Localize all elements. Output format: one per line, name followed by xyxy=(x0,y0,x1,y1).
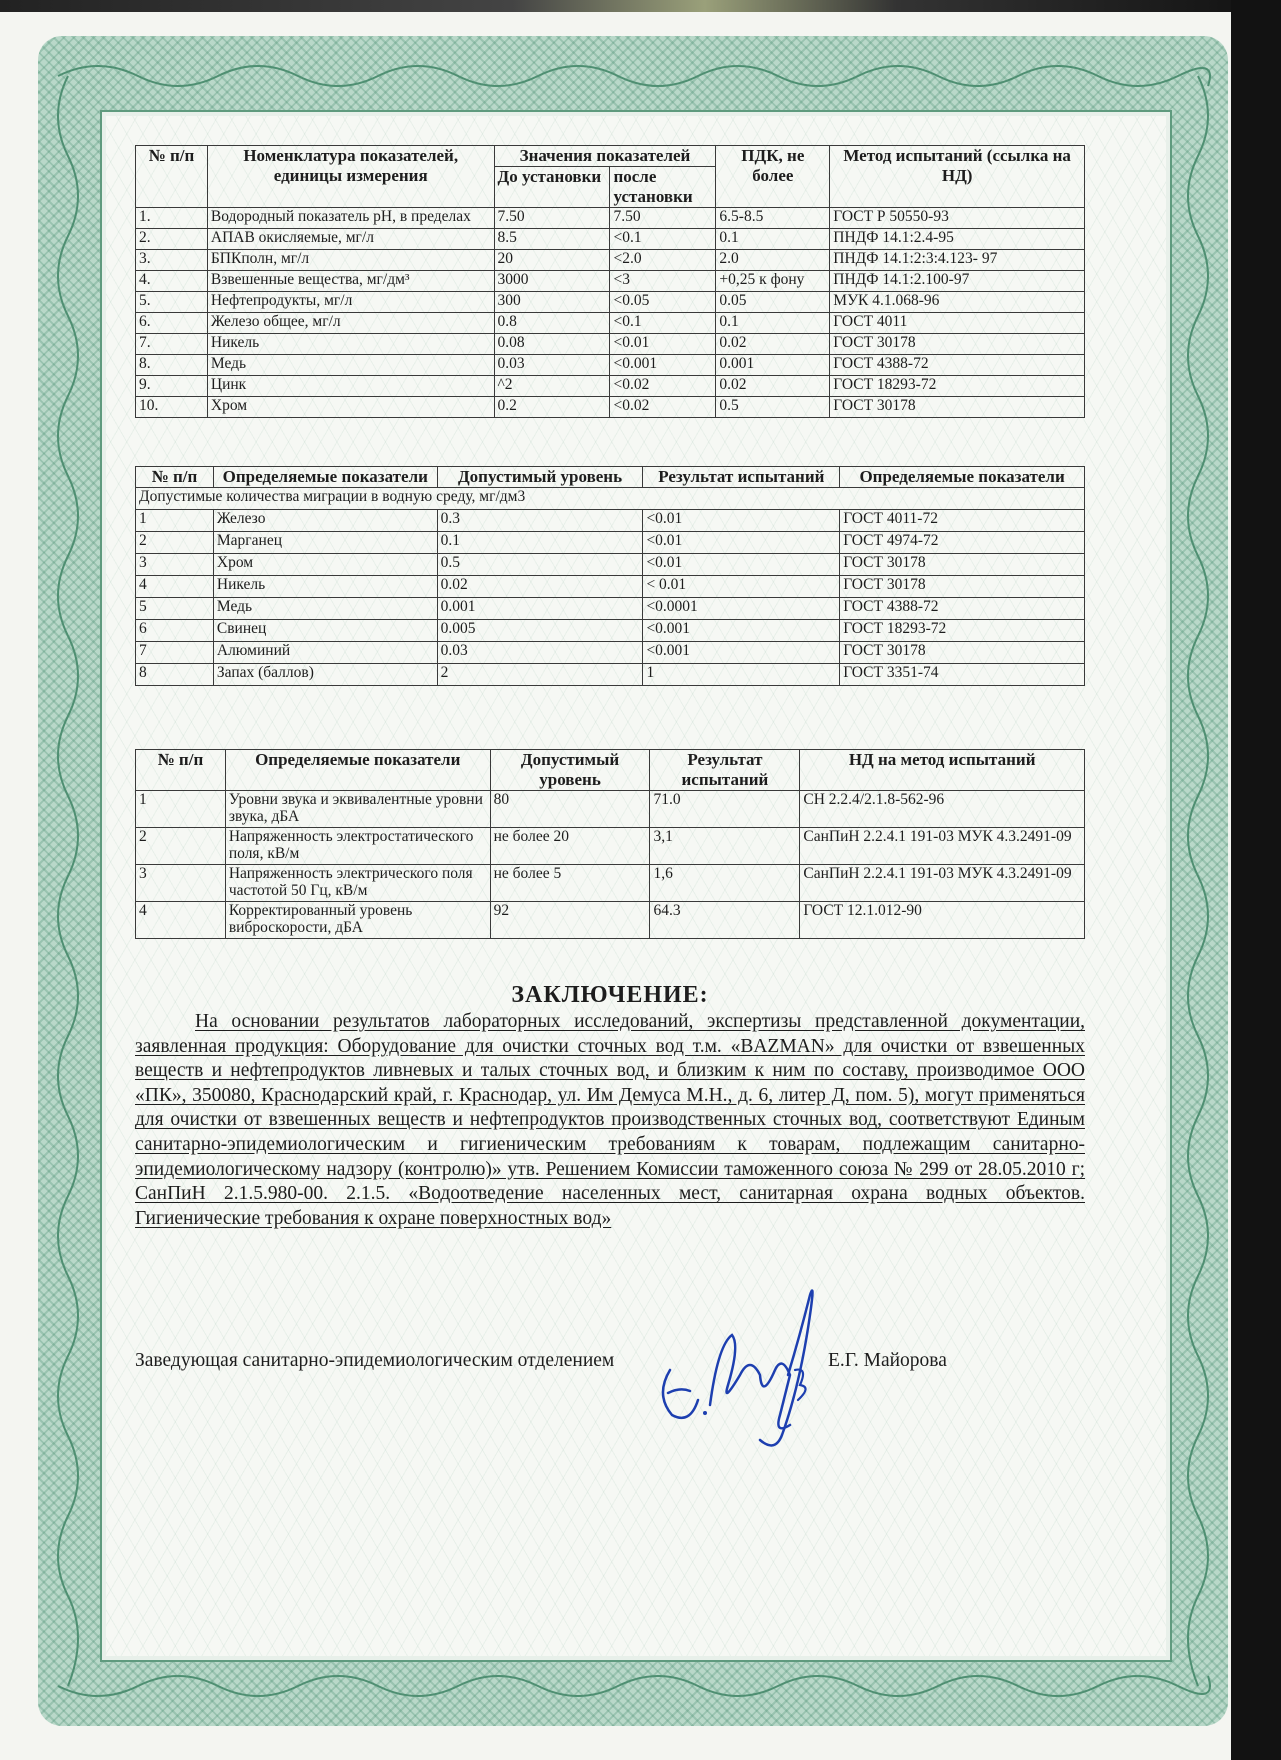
col-header-name: Номенклатура показателей, единицы измерения xyxy=(207,146,494,208)
cell-n: 1. xyxy=(136,208,208,229)
cell-pdk: 0.001 xyxy=(716,355,830,376)
cell-method: ГОСТ 30178 xyxy=(840,576,1085,598)
cell-level: 0.02 xyxy=(437,576,643,598)
signer-position: Заведующая санитарно-эпидемиологическим отделением xyxy=(135,1350,615,1371)
migration-row xyxy=(136,598,1085,620)
cell-n: 3 xyxy=(136,554,214,576)
indicator-row xyxy=(136,250,1085,271)
migration-row xyxy=(136,664,1085,686)
cell-method: СН 2.2.4/2.1.8-562-96 xyxy=(800,791,1085,828)
cell-level: не более 5 xyxy=(490,865,650,902)
indicator-row xyxy=(136,355,1085,376)
cell-name: Медь xyxy=(207,355,494,376)
cell-name: Взвешенные вещества, мг/дм³ xyxy=(207,271,494,292)
indicators-table xyxy=(135,145,1085,418)
cell-result: <0.001 xyxy=(643,620,840,642)
cell-method: ГОСТ 30178 xyxy=(830,397,1085,418)
cell-before: 20 xyxy=(494,250,610,271)
cell-method: ГОСТ 3351-74 xyxy=(840,664,1085,686)
cell-method: ГОСТ 4011-72 xyxy=(840,510,1085,532)
cell-pdk: 2.0 xyxy=(716,250,830,271)
cell-name: Железо общее, мг/л xyxy=(207,313,494,334)
indicator-row xyxy=(136,376,1085,397)
cell-after: 7.50 xyxy=(610,208,716,229)
migration-row xyxy=(136,554,1085,576)
cell-before: 8.5 xyxy=(494,229,610,250)
cell-level: 92 xyxy=(490,902,650,939)
migration-row xyxy=(136,510,1085,532)
col-header-level: Допустимый уровень xyxy=(437,467,643,488)
cell-before: 0.03 xyxy=(494,355,610,376)
cell-after: <0.02 xyxy=(610,397,716,418)
scan-top-edge xyxy=(0,0,1281,12)
cell-name: Запах (баллов) xyxy=(213,664,437,686)
cell-result: 1 xyxy=(643,664,840,686)
cell-method: ПНДФ 14.1:2.4-95 xyxy=(830,229,1085,250)
cell-pdk: 0.1 xyxy=(716,229,830,250)
cell-n: 2 xyxy=(136,532,214,554)
cell-level: 0.03 xyxy=(437,642,643,664)
col-header-method: Метод испытаний (ссылка на НД) xyxy=(830,146,1085,208)
scan-right-edge xyxy=(1231,0,1281,1760)
section-label: Допустимые количества миграции в водную среду, мг/дм3 xyxy=(136,488,1085,510)
cell-n: 5. xyxy=(136,292,208,313)
cell-n: 5 xyxy=(136,598,214,620)
col-header-name: Определяемые показатели xyxy=(225,750,490,791)
indicator-row xyxy=(136,271,1085,292)
cell-pdk: 0.02 xyxy=(716,376,830,397)
cell-level: 0.3 xyxy=(437,510,643,532)
cell-method: ГОСТ 30178 xyxy=(840,554,1085,576)
cell-before: 0.8 xyxy=(494,313,610,334)
cell-name: Алюминий xyxy=(213,642,437,664)
col-header-num: № п/п xyxy=(136,467,214,488)
col-header-result: Результат испытаний xyxy=(643,467,840,488)
conclusion-title: ЗАКЛЮЧЕНИЕ: xyxy=(511,982,709,1008)
conclusion-text: На основании результатов лабораторных исследований, экспертизы представленной документации, заявленная продукция: Оборудование для очистки сточных вод т.м. «BAZMAN» для очистки от взвешенных веществ и нефтепродуктов ливневых и талых сточных вод, и близким к ним по составу, производимое ООО «ПК», 350080, Краснодарский край, г. Краснодар, ул. Им Демуса М.Н., д. 6, литер Д, пом. 5), могут применяться для очистки от взвешенных веществ и нефтепродуктов производственных сточных вод, соответствуют Единым санитарно-эпидемиологическим и гигиеническим требованиям к товарам, подлежащим санитарно-эпидемиологическому надзору (контролю)» утв. Решением Комиссии таможенного союза № 299 от 28.05.2010 г; СанПиН 2.1.5.980-00. 2.1.5. «Водоотведение населенных мест, санитарная охрана водных объектов. Гигиенические требования к охране поверхностных вод» xyxy=(135,1011,1085,1229)
cell-n: 2 xyxy=(136,828,226,865)
cell-after: <2.0 xyxy=(610,250,716,271)
cell-name: Напряженность электрического поля частотой 50 Гц, кВ/м xyxy=(225,865,490,902)
cell-n: 3. xyxy=(136,250,208,271)
cell-name: Напряженность электростатического поля, кВ/м xyxy=(225,828,490,865)
cell-pdk: 0.05 xyxy=(716,292,830,313)
cell-name: АПАВ окисляемые, мг/л xyxy=(207,229,494,250)
col-header-name: Определяемые показатели xyxy=(213,467,437,488)
cell-after: <0.1 xyxy=(610,313,716,334)
cell-name: БПКполн, мг/л xyxy=(207,250,494,271)
cell-after: <3 xyxy=(610,271,716,292)
cell-name: Корректированный уровень виброскорости, дБА xyxy=(225,902,490,939)
cell-before: 7.50 xyxy=(494,208,610,229)
col-header-result: Результат испытаний xyxy=(650,750,800,791)
indicator-row xyxy=(136,397,1085,418)
col-header-level: Допустимый уровень xyxy=(490,750,650,791)
cell-method: ГОСТ 4974-72 xyxy=(840,532,1085,554)
cell-name: Уровни звука и эквивалентные уровни звука, дБА xyxy=(225,791,490,828)
cell-name: Никель xyxy=(207,334,494,355)
cell-pdk: 0.1 xyxy=(716,313,830,334)
cell-n: 3 xyxy=(136,865,226,902)
cell-name: Марганец xyxy=(213,532,437,554)
cell-pdk: 0.02 xyxy=(716,334,830,355)
cell-after: <0.1 xyxy=(610,229,716,250)
col-header-method: Определяемые показатели xyxy=(840,467,1085,488)
cell-n: 4 xyxy=(136,576,214,598)
cell-method: ГОСТ 30178 xyxy=(830,334,1085,355)
cell-method: ПНДФ 14.1:2:3:4.123- 97 xyxy=(830,250,1085,271)
indicator-row xyxy=(136,292,1085,313)
cell-name: Медь xyxy=(213,598,437,620)
cell-before: 300 xyxy=(494,292,610,313)
factor-row xyxy=(136,791,1085,828)
indicator-row xyxy=(136,334,1085,355)
cell-result: <0.01 xyxy=(643,510,840,532)
handwritten-signature xyxy=(650,1275,850,1455)
cell-name: Железо xyxy=(213,510,437,532)
factor-row xyxy=(136,828,1085,865)
cell-method: ГОСТ 12.1.012-90 xyxy=(800,902,1085,939)
cell-method: ГОСТ 30178 xyxy=(840,642,1085,664)
cell-result: 71.0 xyxy=(650,791,800,828)
cell-n: 1 xyxy=(136,510,214,532)
col-header-method: НД на метод испытаний xyxy=(800,750,1085,791)
migration-row xyxy=(136,620,1085,642)
migration-row xyxy=(136,642,1085,664)
cell-method: ГОСТ 18293-72 xyxy=(830,376,1085,397)
col-header-num: № п/п xyxy=(136,750,226,791)
cell-after: <0.05 xyxy=(610,292,716,313)
cell-pdk: 6.5-8.5 xyxy=(716,208,830,229)
physical-factors-table xyxy=(135,749,1085,939)
cell-n: 1 xyxy=(136,791,226,828)
factor-row xyxy=(136,865,1085,902)
cell-before: 0.2 xyxy=(494,397,610,418)
cell-before: 3000 xyxy=(494,271,610,292)
cell-name: Нефтепродукты, мг/л xyxy=(207,292,494,313)
cell-method: ГОСТ 4388-72 xyxy=(830,355,1085,376)
indicator-row xyxy=(136,313,1085,334)
cell-level: не более 20 xyxy=(490,828,650,865)
cell-n: 8 xyxy=(136,664,214,686)
col-header-pdk: ПДК, не более xyxy=(716,146,830,208)
cell-n: 2. xyxy=(136,229,208,250)
cell-pdk: 0.5 xyxy=(716,397,830,418)
cell-name: Никель xyxy=(213,576,437,598)
cell-n: 4. xyxy=(136,271,208,292)
cell-after: <0.01 xyxy=(610,334,716,355)
col-header-after: после установки xyxy=(610,167,716,208)
migration-row xyxy=(136,576,1085,598)
cell-n: 4 xyxy=(136,902,226,939)
cell-result: <0.001 xyxy=(643,642,840,664)
cell-result: 64.3 xyxy=(650,902,800,939)
cell-result: <0.01 xyxy=(643,554,840,576)
cell-name: Водородный показатель рН, в пределах xyxy=(207,208,494,229)
cell-result: <0.01 xyxy=(643,532,840,554)
cell-level: 2 xyxy=(437,664,643,686)
cell-level: 0.001 xyxy=(437,598,643,620)
cell-name: Цинк xyxy=(207,376,494,397)
cell-pdk: +0,25 к фону xyxy=(716,271,830,292)
cell-method: ГОСТ 18293-72 xyxy=(840,620,1085,642)
cell-before: 0.08 xyxy=(494,334,610,355)
cell-before: ^2 xyxy=(494,376,610,397)
cell-level: 0.1 xyxy=(437,532,643,554)
cell-method: ГОСТ Р 50550-93 xyxy=(830,208,1085,229)
cell-n: 7. xyxy=(136,334,208,355)
cell-after: <0.02 xyxy=(610,376,716,397)
cell-method: ГОСТ 4011 xyxy=(830,313,1085,334)
signer-name: Е.Г. Майорова xyxy=(828,1350,947,1371)
cell-level: 0.5 xyxy=(437,554,643,576)
cell-method: МУК 4.1.068-96 xyxy=(830,292,1085,313)
cell-result: < 0.01 xyxy=(643,576,840,598)
cell-name: Хром xyxy=(213,554,437,576)
migration-row xyxy=(136,532,1085,554)
cell-result: <0.0001 xyxy=(643,598,840,620)
cell-method: ГОСТ 4388-72 xyxy=(840,598,1085,620)
cell-n: 7 xyxy=(136,642,214,664)
cell-result: 3,1 xyxy=(650,828,800,865)
cell-after: <0.001 xyxy=(610,355,716,376)
cell-name: Хром xyxy=(207,397,494,418)
migration-table xyxy=(135,466,1085,686)
cell-level: 80 xyxy=(490,791,650,828)
indicator-row xyxy=(136,229,1085,250)
factor-row xyxy=(136,902,1085,939)
cell-method: ПНДФ 14.1:2.100-97 xyxy=(830,271,1085,292)
col-header-values: Значения показателей xyxy=(494,146,716,167)
cell-n: 6. xyxy=(136,313,208,334)
cell-method: СанПиН 2.2.4.1 191-03 МУК 4.3.2491-09 xyxy=(800,865,1085,902)
col-header-before: До установки xyxy=(494,167,610,208)
cell-level: 0.005 xyxy=(437,620,643,642)
cell-n: 9. xyxy=(136,376,208,397)
indicator-row xyxy=(136,208,1085,229)
cell-name: Свинец xyxy=(213,620,437,642)
cell-method: СанПиН 2.2.4.1 191-03 МУК 4.3.2491-09 xyxy=(800,828,1085,865)
cell-n: 8. xyxy=(136,355,208,376)
col-header-num: № п/п xyxy=(136,146,208,208)
cell-n: 10. xyxy=(136,397,208,418)
cell-result: 1,6 xyxy=(650,865,800,902)
cell-n: 6 xyxy=(136,620,214,642)
